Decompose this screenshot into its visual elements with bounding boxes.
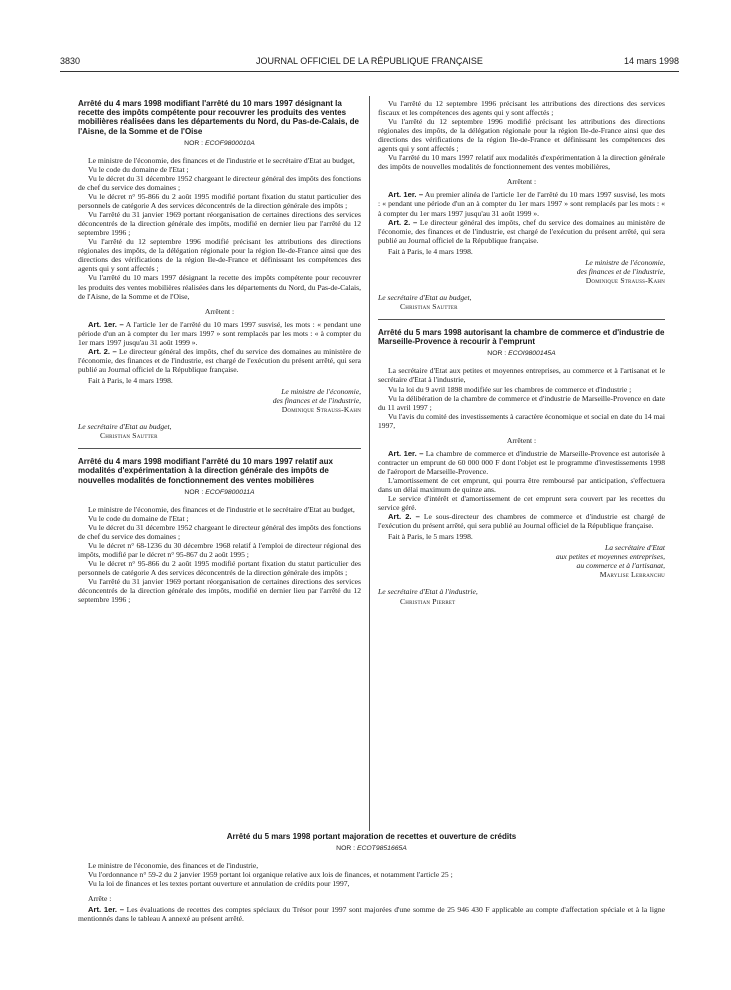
signatory-role: au commerce et à l'artisanat, [576, 561, 665, 571]
signatory-role: Le secrétaire d'Etat au budget, [378, 292, 472, 302]
paragraph: Vu le décret du 31 décembre 1952 chargeant le directeur général des impôts des fonctions de chef du service des domaines ; [78, 522, 361, 542]
signatory-name: Marylise Lebranchu [599, 570, 665, 580]
article-2: Art. 2. – Le directeur général des impôts, chef du service des domaines au ministère de l'économie, des finances et de l'industrie, est chargé de l'exécution du présent arrêté, qui sera publié au Journal officiel de la République française. [378, 217, 666, 245]
paragraph: Vu le décret n° 95-866 du 2 août 1995 modifié portant fixation du statut particulier des personnels de catégorie A des services déconcentrés de la direction générale des impôts ; [78, 192, 361, 211]
signatory-role: des finances et de l'industrie, [272, 396, 361, 406]
paragraph: La secrétaire d'Etat aux petites et moyennes entreprises, au commerce et à l'artisanat et le secrétaire d'Etat à l'industrie, [378, 366, 665, 385]
paragraph: Le ministre de l'économie, des finances et de l'industrie, [88, 861, 259, 871]
paragraph: Vu le code du domaine de l'Etat ; [88, 513, 189, 523]
paragraph: Vu la loi du 9 avril 1898 modifiée sur les chambres de commerce et d'industrie ; [388, 384, 632, 394]
paragraph: Vu le décret du 31 décembre 1952 chargeant le directeur général des impôts des fonctions de chef du service des domaines ; [78, 173, 361, 192]
decree-2 [78, 457, 361, 604]
signatory-role: Le ministre de l'économie, [585, 257, 665, 267]
arrete-heading: Arrête : [88, 894, 112, 904]
paragraph: Vu l'arrêté du 31 janvier 1969 portant réorganisation de certaines directions des services déconcentrés de la direction générale des impôts, modifié en dernier lieu par l'arrêté du 12 septembre 1996 ; [78, 210, 361, 238]
signatory-role: La secrétaire d'Etat [605, 543, 665, 553]
paragraph: Vu le décret n° 68-1236 du 30 décembre 1968 relatif à l'emploi de directeur régional des impôts, modifié par le décret n° 95-867 du 2 août 1995 ; [78, 541, 361, 560]
section-separator [378, 319, 665, 320]
arretent-heading: Arrêtent : [506, 177, 537, 187]
article-1: Art. 1er. – Au premier alinéa de l'article 1er de l'arrêté du 10 mars 1997 susvisé, les mots : « pendant une période d'un an à compter du 1er mars 1997 » sont remplacés par les mots : « à compter du 1er mars 1997 jusqu'au 31 août 1999 ». [378, 190, 665, 218]
paragraph: Vu le code du domaine de l'Etat ; [88, 164, 189, 174]
decree-2-continued [378, 99, 665, 311]
issue-date: 14 mars 1998 [623, 56, 679, 66]
nor-reference: NOR : ECOI9800145A [487, 350, 556, 358]
paragraph: Vu la délibération de la chambre de commerce et d'industrie de Marseille-Provence en date du 11 avril 1997 ; [378, 393, 665, 412]
nor-reference: NOR : ECOF9800011A [184, 488, 255, 496]
paragraph: Vu l'avis du comité des investissements à caractère économique et social en date du 14 mai 1997, [378, 411, 665, 430]
column-divider [369, 96, 370, 831]
decree-title: Arrêté du 5 mars 1998 portant majoration de recettes et ouverture de crédits [226, 832, 517, 841]
signing-date: Fait à Paris, le 4 mars 1998. [88, 375, 173, 385]
paragraph: Le ministre de l'économie, des finances et de l'industrie et le secrétaire d'Etat au budget, [88, 155, 355, 165]
decree-4 [78, 832, 665, 924]
paragraph: L'amortissement de cet emprunt, qui pourra être remboursé par anticipation, s'effectuera dans un délai maximum de quinze ans. [378, 475, 665, 494]
nor-reference: NOR : ECOT9851665A [336, 845, 407, 853]
signatory-role: Le secrétaire d'Etat à l'industrie, [378, 587, 478, 597]
signing-date: Fait à Paris, le 5 mars 1998. [388, 532, 473, 542]
article-2: Art. 2. – Le directeur général des impôts, chef du service des domaines au ministère de l'économie, des finances et de l'industrie, est chargé de l'exécution du présent arrêté, qui sera publié au Journal officiel de la République française. [78, 346, 361, 374]
signatory-name: Dominique Strauss-Kahn [281, 405, 361, 415]
paragraph: Vu l'arrêté du 10 mars 1997 désignant la recette des impôts compétente pour recouvrer les produits des ventes mobilières réalisées dans les départements du Nord, du Pas-de-Calais, de l'Aisne, de la Somme et de l'Oise, [78, 273, 362, 301]
signatory-role: aux petites et moyennes entreprises, [555, 552, 665, 562]
paragraph: Le ministre de l'économie, des finances et de l'industrie et le secrétaire d'Etat au budget, [88, 504, 355, 514]
article-2: Art. 2. – Le sous-directeur des chambres de commerce et d'industrie est chargé de l'exécution du présent arrêté, qui sera publié au Journal officiel de la République française. [378, 512, 665, 531]
paragraph: Vu l'arrêté du 12 septembre 1996 modifié précisant les attributions des directions régionales des impôts, de la délégation régionale pour la région Ile-de-France ainsi que des directions des vérifications de la région Ile-de-France et définissant les compétences des agents qui y sont affectés ; [378, 117, 665, 154]
paragraph: Vu le décret n° 95-866 du 2 août 1995 modifié portant fixation du statut particulier des personnels de catégorie A des services déconcentrés de la direction générale des impôts ; [78, 559, 361, 578]
paragraph: Vu la loi de finances et les textes portant ouverture et annulation de crédits pour 1997, [88, 879, 350, 889]
decree-3 [378, 328, 665, 606]
left-column [78, 99, 361, 604]
signatory-role: des finances et de l'industrie, [576, 266, 665, 276]
paragraph: Vu l'arrêté du 12 septembre 1996 précisant les attributions des directions des services fiscaux et les compétences des agents qui y sont affectés ; [378, 99, 665, 118]
arretent-heading: Arrêtent : [204, 306, 235, 316]
arretent-heading: Arrêtent : [506, 435, 537, 445]
page-number: 3830 [60, 56, 81, 66]
article-1: Art. 1er. – La chambre de commerce et d'industrie de Marseille-Provence est autorisée à contracter un emprunt de 60 000 000 F dont l'objet est le programme d'investissements 1998 de l'aéroport de Marseille-Provence. [378, 448, 665, 476]
decree-title: Arrêté du 4 mars 1998 modifiant l'arrêté du 10 mars 1997 relatif aux modalités d'expérimentation à la direction générale des impôts de nouvelles modalités de fonctionnement des ventes mobilières [78, 457, 333, 485]
page-header [60, 46, 679, 66]
decree-1 [78, 99, 361, 440]
paragraph: Vu l'arrêté du 12 septembre 1996 modifié précisant les attributions des directions régionales des impôts, de la délégation régionale pour la région Ile-de-France ainsi que des directions des vérifications de la région Ile-de-France et définissant les compétences des agents qui y sont affectés ; [78, 237, 361, 274]
paragraph: Vu l'ordonnance n° 59-2 du 2 janvier 1959 portant loi organique relative aux lois de finances, et notamment l'article 25 ; [88, 870, 453, 880]
decree-title: Arrêté du 4 mars 1998 modifiant l'arrêté du 10 mars 1997 désignant la recette des impôts compétente pour recouvrer les produits des ventes mobilières réalisées dans les départements du Nord, du Pas-de-Calais, de l'Aisne, de la Somme et de l'Oise [78, 99, 359, 136]
nor-reference: NOR : ECOF9800010A [184, 139, 255, 147]
signing-date: Fait à Paris, le 4 mars 1998. [388, 246, 473, 256]
article-1: Art. 1er. – Les évaluations de recettes des comptes spéciaux du Trésor pour 1997 sont majorées d'une somme de 25 946 430 F applicable au compte d'affectation spéciale et à la ligne mentionnés dans le tableau A annexé au présent arrêté. [78, 905, 665, 924]
journal-title: JOURNAL OFFICIEL DE LA RÉPUBLIQUE FRANÇAISE [256, 56, 483, 66]
section-separator [78, 448, 361, 449]
signatory-name: Christian Sautter [400, 301, 458, 311]
paragraph: Le service d'intérêt et d'amortissement de cet emprunt sera couvert par les recettes du service géré. [378, 494, 665, 513]
paragraph: Vu l'arrêté du 10 mars 1997 relatif aux modalités d'expérimentation à la direction générale des impôts de nouvelles modalités de fonctionnement des ventes mobilières, [378, 153, 665, 172]
signatory-name: Christian Sautter [100, 431, 158, 441]
signatory-name: Christian Pierret [400, 596, 456, 606]
paragraph: Vu l'arrêté du 31 janvier 1969 portant réorganisation de certaines directions des services déconcentrés de la direction générale des impôts, modifié en dernier lieu par l'arrêté du 12 septembre 1996 ; [78, 577, 361, 605]
signatory-role: Le secrétaire d'Etat au budget, [78, 422, 172, 432]
signatory-name: Dominique Strauss-Kahn [585, 275, 665, 285]
right-column [378, 99, 665, 606]
signatory-role: Le ministre de l'économie, [281, 386, 361, 396]
article-1: Art. 1er. – A l'article 1er de l'arrêté du 10 mars 1997 susvisé, les mots : « pendant une période d'un an à compter du 1er mars 1997 » sont remplacés par les mots : « à compter du 1er mars 1997 jusqu'au 31 août 1999 ». [78, 319, 361, 347]
decree-title: Arrêté du 5 mars 1998 autorisant la chambre de commerce et d'industrie de Marseille-Provence à recourir à l'emprunt [378, 327, 665, 347]
header-rule [60, 71, 679, 72]
